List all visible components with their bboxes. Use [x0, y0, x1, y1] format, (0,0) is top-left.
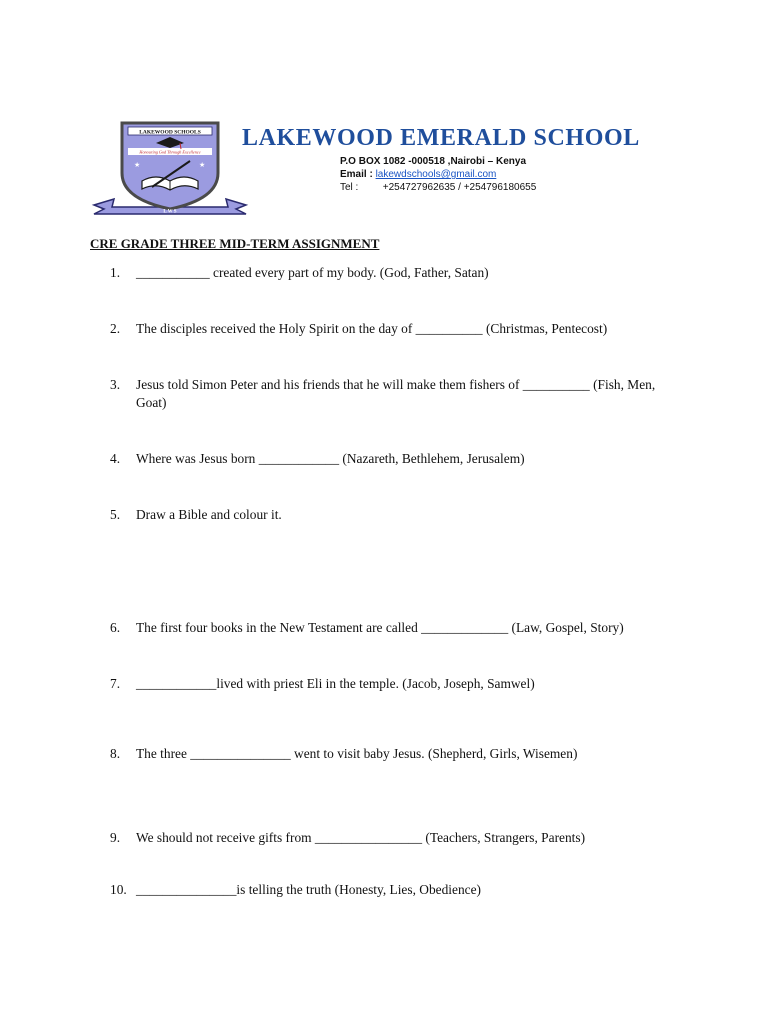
question-item [110, 881, 680, 899]
school-name: LAKEWOOD EMERALD SCHOOL [242, 125, 640, 151]
question-item [110, 376, 680, 412]
tel-numbers: +254727962635 / +254796180655 [382, 182, 537, 193]
school-email-line [340, 169, 496, 180]
question-item [110, 619, 680, 637]
question-item [110, 320, 680, 338]
question-item [110, 264, 680, 282]
tel-label: Tel : [340, 182, 359, 193]
question-number: 9. [110, 830, 121, 845]
letterhead [90, 115, 650, 220]
crest-motto: Honouring God Through Excellence [139, 149, 201, 155]
question-number: 6. [110, 620, 121, 635]
question-number: 1. [110, 265, 121, 280]
question-text: We should not receive gifts from ________________ (Teachers, Strangers, Parents) [136, 830, 586, 845]
question-number: 4. [110, 451, 121, 466]
question-text: The disciples received the Holy Spirit on the day of __________ (Christmas, Pentecost) [136, 321, 608, 336]
question-item [110, 450, 680, 468]
question-item [110, 745, 680, 763]
crest-bottom-text: L W S [163, 209, 177, 215]
school-address: P.O BOX 1082 -000518 ,Nairobi – Kenya [340, 156, 527, 167]
email-link[interactable]: lakewdschools@gmail.com [375, 169, 497, 180]
question-text: The three _______________ went to visit baby Jesus. (Shepherd, Girls, Wisemen) [136, 746, 578, 761]
assignment-title: CRE GRADE THREE MID-TERM ASSIGNMENT [90, 236, 380, 251]
question-item [110, 829, 680, 847]
crest-top-text: LAKEWOOD SCHOOLS [139, 129, 201, 136]
question-number: 3. [110, 377, 121, 392]
question-text: Jesus told Simon Peter and his friends that he will make them fishers of __________ (Fish, Men, Goat) [136, 377, 656, 410]
question-number: 8. [110, 746, 121, 761]
question-text: Where was Jesus born ____________ (Nazareth, Bethlehem, Jerusalem) [136, 451, 525, 466]
question-item [110, 675, 680, 693]
school-crest-logo [90, 115, 250, 219]
question-text: The first four books in the New Testament are called _____________ (Law, Gospel, Story) [136, 620, 624, 635]
question-number: 2. [110, 321, 121, 336]
question-text: ___________ created every part of my body. (God, Father, Satan) [136, 265, 489, 280]
question-number: 7. [110, 676, 121, 691]
svg-text:★: ★ [199, 161, 206, 169]
school-tel-line [340, 182, 536, 193]
question-number: 10. [110, 882, 127, 897]
question-text: Draw a Bible and colour it. [136, 507, 282, 522]
svg-text:★: ★ [134, 161, 141, 169]
email-label: Email : [340, 169, 373, 180]
question-item [110, 506, 680, 524]
question-number: 5. [110, 507, 121, 522]
question-text: _______________is telling the truth (Honesty, Lies, Obedience) [136, 882, 481, 897]
question-text: ____________lived with priest Eli in the temple. (Jacob, Joseph, Samwel) [136, 676, 535, 691]
